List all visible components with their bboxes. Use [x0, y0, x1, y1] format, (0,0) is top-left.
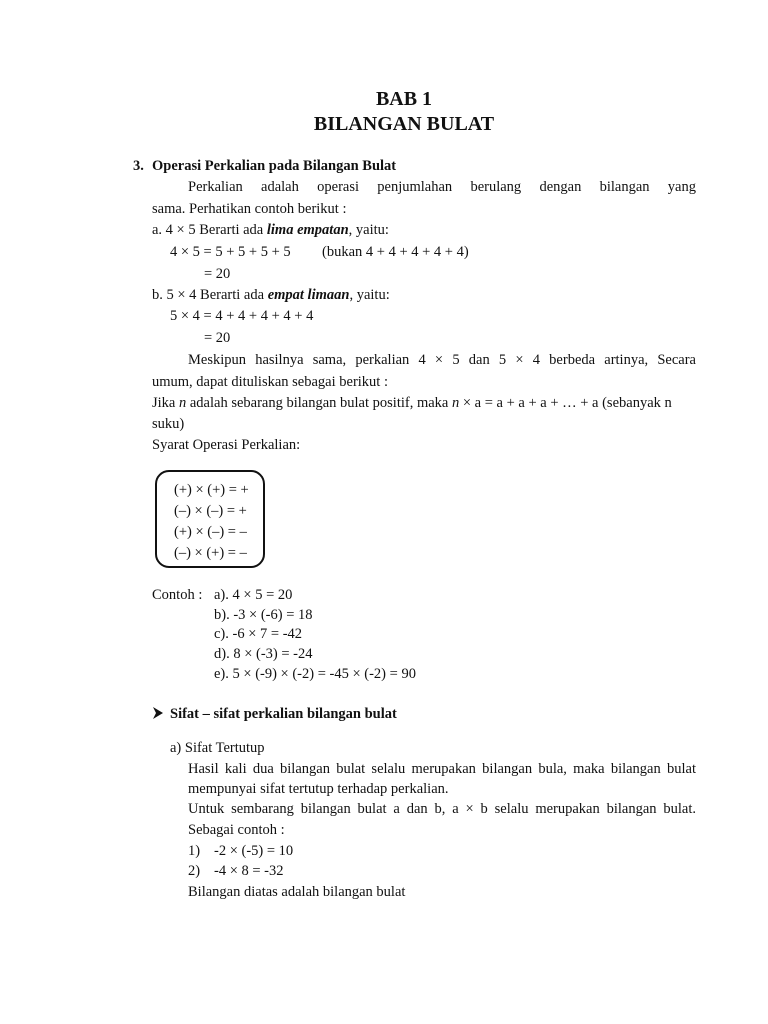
section-title: Operasi Perkalian pada Bilangan Bulat	[152, 158, 397, 174]
example-b-emphasis: empat limaan	[267, 287, 350, 303]
section-number: 3.	[133, 158, 144, 174]
formula-part: Jika	[152, 395, 179, 411]
example-b-heading	[152, 287, 390, 304]
contoh-item: e). 5 × (-9) × (-2) = -45 × (-2) = 90	[214, 666, 416, 682]
example-a-calc: 4 × 5 = 5 + 5 + 5 + 5	[170, 244, 291, 260]
example-a-lead: a. 4 × 5 Berarti ada	[152, 222, 267, 238]
sifat-sub-a: a) Sifat Tertutup	[170, 740, 265, 756]
sifat-heading: Sifat – sifat perkalian bilangan bulat	[170, 706, 397, 722]
example-a-tail: , yaitu:	[348, 222, 389, 238]
example-a-heading	[152, 222, 389, 239]
sign-rule: (–) × (–) = +	[174, 503, 247, 519]
intro-line: sama. Perhatikan contoh berikut :	[152, 201, 347, 217]
sifat-paragraph-line: Hasil kali dua bilangan bulat selalu merupakan bilangan bula, maka bilangan bulat	[188, 761, 696, 777]
example-b-tail: , yaitu:	[349, 287, 390, 303]
example-a-emphasis: lima empatan	[266, 222, 349, 238]
contoh-item: a). 4 × 5 = 20	[214, 587, 293, 603]
contoh-item: c). -6 × 7 = -42	[214, 626, 303, 642]
example-a-note: (bukan 4 + 4 + 4 + 4 + 4)	[322, 244, 469, 260]
chapter-number: BAB 1	[375, 88, 433, 110]
contoh-label: Contoh :	[152, 587, 203, 603]
explain-line: Meskipun hasilnya sama, perkalian 4 × 5 dan 5 × 4 berbeda artinya, Secara	[188, 352, 696, 368]
sign-rule: (–) × (+) = –	[174, 545, 247, 561]
general-formula	[152, 395, 672, 412]
sifat-example-number: 1)	[188, 843, 201, 859]
sign-rule: (+) × (–) = –	[174, 524, 247, 540]
example-a-result: = 20	[204, 266, 231, 282]
formula-variable: n	[178, 395, 187, 411]
formula-part: × a = a + a + a + … + a (sebanyak n	[459, 395, 672, 411]
contoh-item: b). -3 × (-6) = 18	[214, 607, 313, 623]
example-b-result: = 20	[204, 330, 231, 346]
syarat-label: Syarat Operasi Perkalian:	[152, 437, 301, 453]
contoh-item: d). 8 × (-3) = -24	[214, 646, 313, 662]
example-b-lead: b. 5 × 4 Berarti ada	[152, 287, 268, 303]
example-b-calc: 5 × 4 = 4 + 4 + 4 + 4 + 4	[170, 308, 314, 324]
general-formula-cont: suku)	[152, 416, 185, 432]
sign-rules-box	[155, 470, 265, 568]
sifat-paragraph-line: Untuk sembarang bilangan bulat a dan b, a × b selalu merupakan bilangan bulat.	[188, 801, 696, 817]
arrow-bullet-icon	[152, 706, 164, 725]
formula-part: adalah sebarang bilangan bulat positif, maka	[186, 395, 452, 411]
formula-variable: n	[451, 395, 460, 411]
sifat-paragraph-line: mempunyai sifat tertutup terhadap perkalian.	[188, 781, 449, 797]
sifat-example-number: 2)	[188, 863, 201, 879]
sifat-example: -2 × (-5) = 10	[214, 843, 294, 859]
sign-rule: (+) × (+) = +	[174, 482, 249, 498]
intro-line: Perkalian adalah operasi penjumlahan berulang dengan bilangan yang	[188, 179, 696, 195]
chapter-title: BILANGAN BULAT	[313, 113, 495, 135]
sifat-closing: Bilangan diatas adalah bilangan bulat	[188, 884, 406, 900]
sifat-example: -4 × 8 = -32	[214, 863, 284, 879]
sifat-contoh-label: Sebagai contoh :	[188, 822, 285, 838]
explain-line: umum, dapat dituliskan sebagai berikut :	[152, 374, 388, 390]
